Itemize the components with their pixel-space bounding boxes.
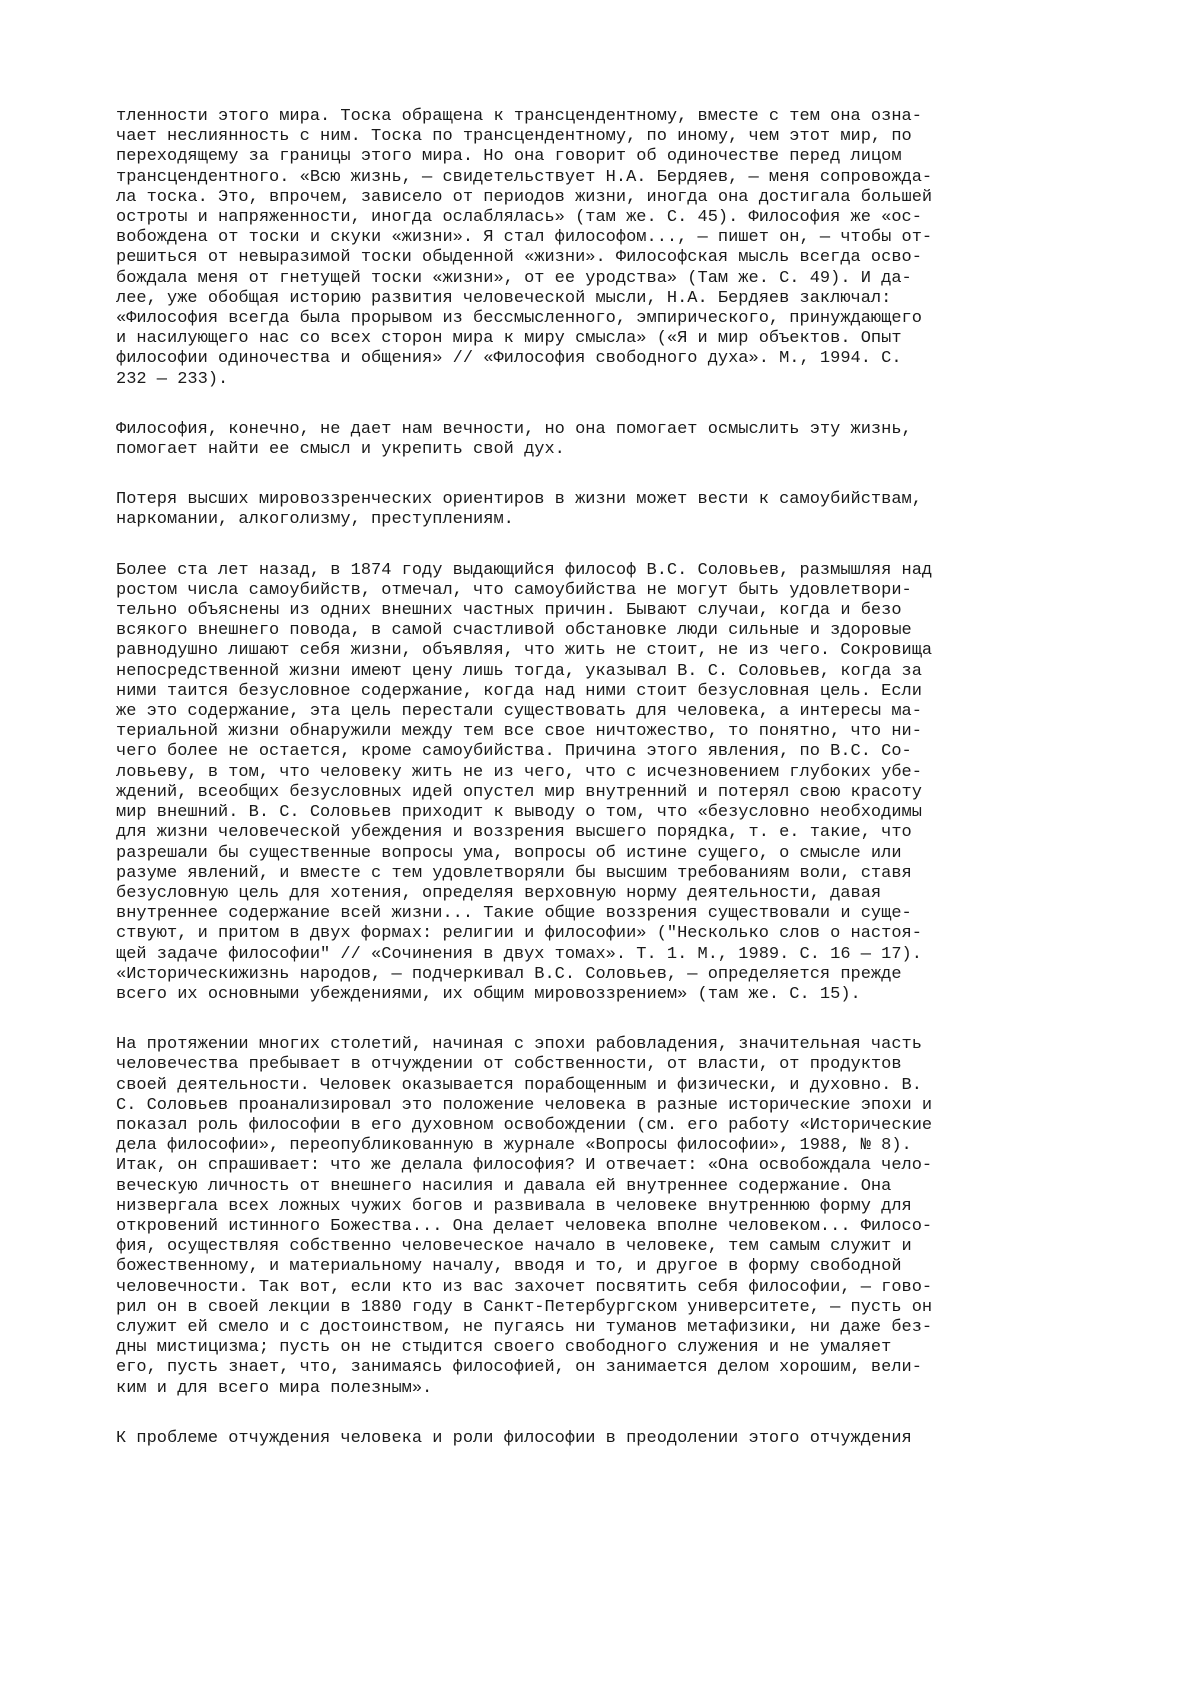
paragraph-loss-of-orientation: Потеря высших мировоззренческих ориентиров в жизни может вести к самоубийствам, наркомании, алкоголизму, преступлениям. (116, 490, 922, 530)
paragraph-alienation-problem: К проблеме отчуждения человека и роли философии в преодолении этого отчуждения (116, 1428, 912, 1448)
paragraph-soloviev-suicide: Более ста лет назад, в 1874 году выдающийся философ В.С. Соловьев, размышляя над ростом числа самоубийств, отмечал, что самоубийства не могут быть удовлетвори- тельно объяснены из одних внешних частных причин. Бывают случаи, когда и безо всякого внешнего повода, в самой счастливой обстановке люди сильные и здоровые равнодушно лишают себя жизни, объявляя, что жить не стоит, не из чего. Сокровища непосредственной жизни имеют цену лишь тогда, указывал В. С. Соловьев, когда за ними таится безусловное содержание, когда над ними стоит безусловная цель. Если же это содержание, эта цель перестали существовать для человека, а интересы ма- териальной жизни обнаружили между тем все свое ничтожество, то понятно, что ни- чего более не остается, кроме самоубийства. Причина этого явления, по В.С. Со- ловьеву, в том, что человеку жить не из чего, что с исчезновением глубоких убе- ждений, всеобщих безусловных идей опустел мир внутренний и потерял свою красоту мир внешний. В. С. Соловьев приходит к выводу о том, что «безусловно необходимы для жизни человеческой убеждения и воззрения высшего порядка, т. е. такие, что разрешали бы существенные вопросы ума, вопросы об истине сущего, о смысле или разуме явлений, и вместе с тем удовлетворяли бы высшим требованиям воли, ставя безусловную цель для хотения, определяя верховную норму деятельности, давая внутреннее содержание всей жизни... Такие общие воззрения существовали и суще- ствуют, и притом в двух формах: религии и философии» ("Несколько слов о настоя- щей задаче философии" // «Сочинения в двух томах». Т. 1. М., 1989. С. 16 — 17). «Историческижизнь народов, — подчеркивал В.С. Соловьев, — определяется прежде всего их основными убеждениями, их общим мировоззрением» (там же. С. 15). (116, 560, 933, 1004)
paragraph-philosophy-eternity: Философия, конечно, не дает нам вечности, но она помогает осмыслить эту жизнь, помогает найти ее смысл и укрепить свой дух. (116, 419, 912, 460)
paragraph-tleness-toska: тленности этого мира. Тоска обращена к трансцендентному, вместе с тем она озна- чает неслиянность с ним. Тоска по трансцендентному, по иному, чем этот мир, по переходящему за границы этого мира. Но она говорит об одиночестве перед лицом трансцендентного. «Всю жизнь, — свидетельствует Н.А. Бердяев, — меня сопровожда- ла тоска. Это, впрочем, зависело от периодов жизни, иногда она достигала большей остроты и напряженности, иногда ослаблялась» (там же. С. 45). Философия же «ос- вобождена от тоски и скуки «жизни». Я стал философом..., — пишет он, — чтобы от- решиться от невыразимой тоски обыденной «жизни». Философская мысль всегда осво- бождала меня от гнетущей тоски «жизни», от ее уродства» (Там же. С. 49). И да- лее, уже обобщая историю развития человеческой мысли, Н.А. Бердяев заключал: «Философия всегда была прорывом из бессмысленного, эмпирического, принуждающего и насилующего нас со всех сторон мира к миру смысла» («Я и мир объектов. Опыт философии одиночества и общения» // «Философия свободного духа». М., 1994. С. 232 — 233). (116, 107, 933, 389)
paragraph-alienation-history: На протяжении многих столетий, начиная с эпохи рабовладения, значительная часть человечества пребывает в отчуждении от собственности, от власти, от продуктов своей деятельности. Человек оказывается порабощенным и физически, и духовно. В. С. Соловьев проанализировал это положение человека в разные исторические эпохи и показал роль философии в его духовном освобождении (см. его работу «Исторические дела философии», переопубликованную в журнале «Вопросы философии», 1988, № 8). Итак, он спрашивает: что же делала философия? И отвечает: «Она освобождала чело- веческую личность от внешнего насилия и давала ей внутреннее содержание. Она низвергала всех ложных чужих богов и развивала в человеке внутреннюю форму для откровений истинного Божества... Она делает человека вполне человеком... Филосо- фия, осуществляя собственно человеческое начало в человеке, тем самым служит и божественному, и материальному началу, вводя и то, и другое в форму свободной человечности. Так вот, если кто из вас захочет посвятить себя философии, — гово- рил он в своей лекции в 1880 году в Санкт-Петербургском университете, — пусть он служит ей смело и с достоинством, не пугаясь ни туманов метафизики, ни даже без- дны мистицизма; пусть он не стыдится своего свободного служения и не умаляет его, пусть знает, что, занимаясь философией, он занимается делом хорошим, вели- ким и для всего мира полезным». (116, 1035, 933, 1398)
